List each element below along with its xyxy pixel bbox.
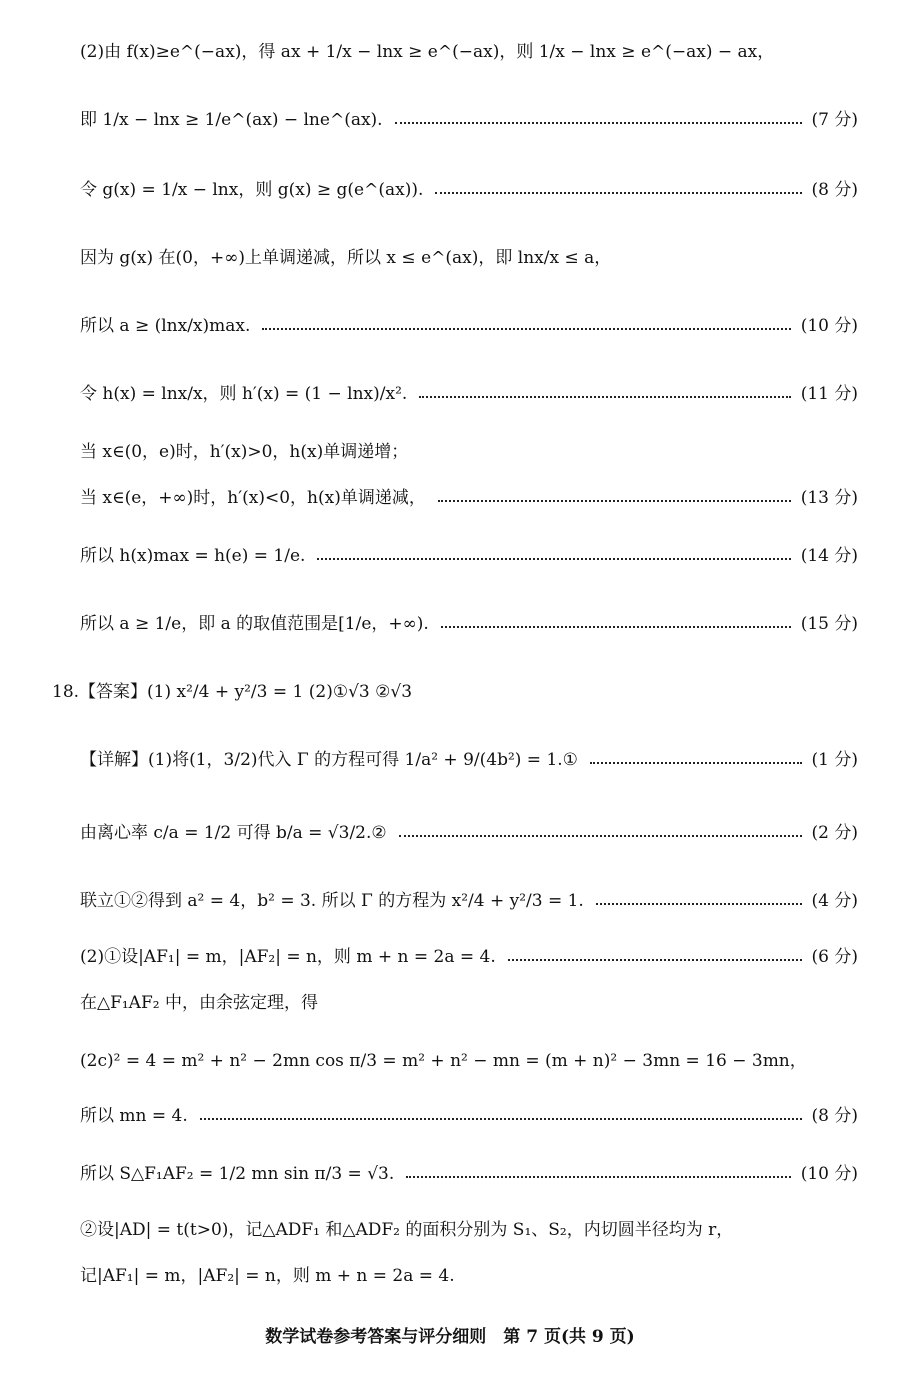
dot-leader bbox=[590, 762, 802, 764]
dot-leader bbox=[406, 1176, 790, 1178]
dot-leader bbox=[441, 626, 791, 628]
solution-line bbox=[80, 318, 858, 335]
score-label: (7 分) bbox=[811, 110, 858, 130]
solution-line bbox=[80, 825, 858, 842]
solution-line bbox=[80, 995, 858, 1012]
solution-line bbox=[80, 1268, 858, 1285]
line-text: 18.【答案】(1) x²/4 + y²/3 = 1 (2)①√3 ②√3 bbox=[52, 682, 413, 702]
score-label: (11 分) bbox=[800, 384, 858, 404]
answer-18-line bbox=[52, 684, 858, 701]
solution-line bbox=[80, 1166, 858, 1183]
dot-leader bbox=[399, 835, 802, 837]
line-text: 因为 g(x) 在(0，+∞)上单调递减，所以 x ≤ e^(ax)，即 lnx/x ≤ a， bbox=[80, 248, 612, 268]
line-text: 当 x∈(0，e)时，h′(x)>0，h(x)单调递增； bbox=[80, 442, 409, 462]
dot-leader bbox=[435, 192, 801, 194]
dot-leader bbox=[317, 558, 790, 560]
solution-line bbox=[80, 112, 858, 129]
dot-leader bbox=[200, 1118, 802, 1120]
solution-line bbox=[80, 44, 858, 61]
line-text: 令 h(x) = lnx/x，则 h′(x) = (1 − lnx)/x². bbox=[80, 384, 408, 404]
solution-line bbox=[80, 182, 858, 199]
solution-line bbox=[80, 1108, 858, 1125]
page-footer: 数学试卷参考答案与评分细则 第 7 页(共 9 页) bbox=[265, 1327, 635, 1347]
score-label: (10 分) bbox=[800, 316, 858, 336]
line-text: 【详解】(1)将(1，3/2)代入 Γ 的方程可得 1/a² + 9/(4b²) = 1.① bbox=[80, 750, 578, 770]
line-text: ②设|AD| = t(t>0)，记△ADF₁ 和△ADF₂ 的面积分别为 S₁、S₂，内切圆半径均为 r， bbox=[80, 1220, 734, 1240]
solution-line bbox=[80, 490, 858, 507]
solution-line bbox=[80, 752, 858, 769]
score-label: (15 分) bbox=[800, 614, 858, 634]
dot-leader bbox=[508, 959, 802, 961]
solution-line bbox=[80, 616, 858, 633]
solution-line bbox=[80, 1053, 858, 1070]
solution-line bbox=[80, 893, 858, 910]
score-label: (10 分) bbox=[800, 1164, 858, 1184]
solution-line bbox=[80, 444, 858, 461]
line-text: 联立①②得到 a² = 4，b² = 3. 所以 Γ 的方程为 x²/4 + y²/3 = 1. bbox=[80, 891, 584, 911]
dot-leader bbox=[438, 500, 791, 502]
score-label: (1 分) bbox=[811, 750, 858, 770]
line-text: 所以 a ≥ 1/e，即 a 的取值范围是[1/e，+∞). bbox=[80, 614, 429, 634]
dot-leader bbox=[596, 903, 802, 905]
solution-line bbox=[80, 548, 858, 565]
line-text: 所以 mn = 4. bbox=[80, 1106, 188, 1126]
dot-leader bbox=[395, 122, 802, 124]
line-text: 在△F₁AF₂ 中，由余弦定理，得 bbox=[80, 993, 318, 1013]
solution-line bbox=[80, 1222, 858, 1239]
score-label: (13 分) bbox=[800, 488, 858, 508]
score-label: (8 分) bbox=[811, 1106, 858, 1126]
score-label: (8 分) bbox=[811, 180, 858, 200]
line-text: 所以 h(x)max = h(e) = 1/e. bbox=[80, 546, 306, 566]
line-text: 所以 S△F₁AF₂ = 1/2 mn sin π/3 = √3. bbox=[80, 1164, 395, 1184]
solution-line bbox=[80, 250, 858, 267]
line-text: 即 1/x − lnx ≥ 1/e^(ax) − lne^(ax). bbox=[80, 110, 383, 130]
score-label: (2 分) bbox=[811, 823, 858, 843]
line-text: 当 x∈(e，+∞)时，h′(x)<0，h(x)单调递减， bbox=[80, 488, 426, 508]
line-text: 由离心率 c/a = 1/2 可得 b/a = √3/2.② bbox=[80, 823, 387, 843]
solution-line bbox=[80, 949, 858, 966]
dot-leader bbox=[419, 396, 790, 398]
score-label: (4 分) bbox=[811, 891, 858, 911]
line-text: (2)由 f(x)≥e^(−ax)，得 ax + 1/x − lnx ≥ e^(−ax)，则 1/x − lnx ≥ e^(−ax) − ax， bbox=[80, 42, 775, 62]
score-label: (6 分) bbox=[811, 947, 858, 967]
line-text: 所以 a ≥ (lnx/x)max. bbox=[80, 316, 251, 336]
line-text: (2c)² = 4 = m² + n² − 2mn cos π/3 = m² + n² − mn = (m + n)² − 3mn = 16 − 3mn， bbox=[80, 1051, 807, 1071]
line-text: 令 g(x) = 1/x − lnx，则 g(x) ≥ g(e^(ax)). bbox=[80, 180, 424, 200]
dot-leader bbox=[262, 328, 790, 330]
score-label: (14 分) bbox=[800, 546, 858, 566]
line-text: (2)①设|AF₁| = m，|AF₂| = n，则 m + n = 2a = 4. bbox=[80, 947, 496, 967]
solution-line bbox=[80, 386, 858, 403]
line-text: 记|AF₁| = m，|AF₂| = n，则 m + n = 2a = 4. bbox=[80, 1266, 455, 1286]
